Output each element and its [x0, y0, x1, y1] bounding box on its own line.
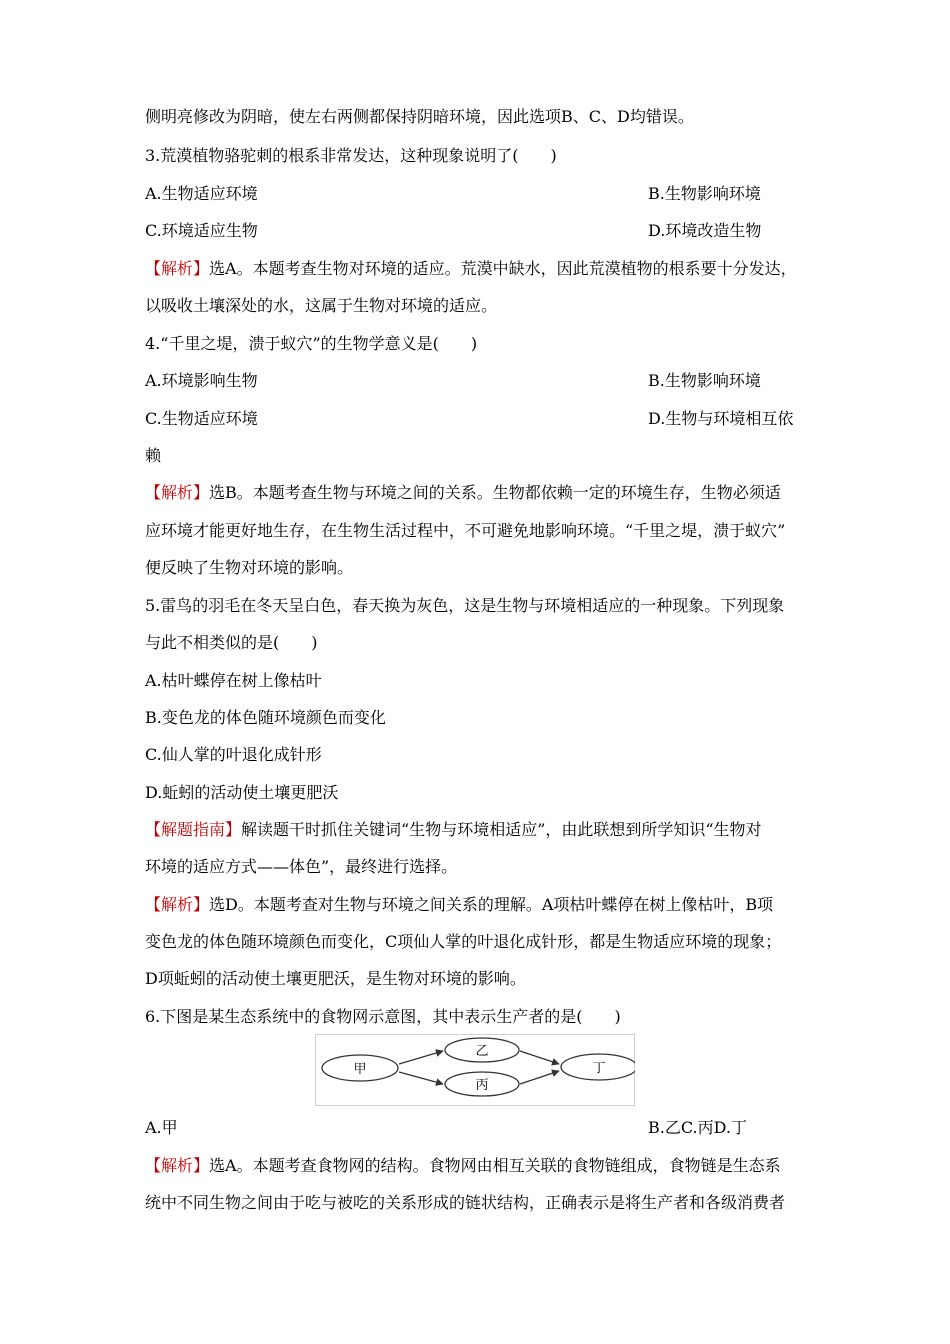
analysis-text: 选A。本题考查生物对环境的适应。荒漠中缺水，因此荒漠植物的根系要十分发达，	[209, 259, 797, 278]
question-5: 5.雷鸟的羽毛在冬天呈白色，春天换为灰色，这是生物与环境相适应的一种现象。下列现象	[145, 596, 785, 615]
q4-analysis-line: 便反映了生物对环境的影响。	[145, 558, 354, 577]
analysis-tag: 【解析】	[145, 483, 210, 502]
q5-guide-line: 环境的适应方式——体色”，最终进行选择。	[145, 857, 458, 876]
q3-option-b: B.生物影响环境	[648, 184, 761, 203]
node-jia-label: 甲	[353, 1062, 367, 1077]
q5-option-d: D.蚯蚓的活动使土壤更肥沃	[145, 783, 339, 802]
q4-option-a: A.环境影响生物	[145, 371, 258, 390]
q5-analysis-line	[145, 894, 773, 916]
analysis-text: 选A。本题考查食物网的结构。食物网由相互关联的食物链组成，食物链是生态系	[209, 1156, 781, 1175]
q4-option-b: B.生物影响环境	[648, 371, 761, 390]
q6-options-bcd: B.乙C.丙D.丁	[648, 1118, 747, 1137]
question-4: 4.“千里之堤，溃于蚁穴”的生物学意义是( )	[145, 334, 478, 353]
q3-option-d: D.环境改造生物	[648, 221, 762, 240]
q6-analysis-line: 统中不同生物之间由于吃与被吃的关系形成的链状结构，正确表示是将生产者和各级消费者	[145, 1193, 786, 1212]
text-line: 侧明亮修改为阴暗，使左右两侧都保持阴暗环境，因此选项B、C、D均错误。	[145, 107, 694, 126]
node-yi-label: 乙	[475, 1044, 489, 1059]
question-6: 6.下图是某生态系统中的食物网示意图，其中表示生产者的是( )	[145, 1007, 621, 1026]
food-web-diagram	[315, 1034, 635, 1106]
q4-option-d-cont: 赖	[145, 446, 162, 465]
q5-analysis-line: 变色龙的体色随环境颜色而变化，C项仙人掌的叶退化成针形，都是生物适应环境的现象；	[145, 932, 782, 951]
q5-analysis-line: D项蚯蚓的活动使土壤更肥沃，是生物对环境的影响。	[145, 969, 526, 988]
q3-option-c: C.环境适应生物	[145, 221, 258, 240]
node-ding-label: 丁	[592, 1061, 606, 1076]
q5-option-a: A.枯叶蝶停在树上像枯叶	[145, 671, 322, 690]
analysis-tag: 【解析】	[145, 895, 210, 914]
q4-analysis-line: 应环境才能更好地生存，在生物生活过程中，不可避免地影响环境。“千里之堤，溃于蚁穴”	[145, 521, 786, 540]
guide-text: 解读题干时抓住关键词“生物与环境相适应”，由此联想到所学知识“生物对	[241, 820, 762, 839]
q4-option-d: D.生物与环境相互依	[648, 409, 794, 428]
question-3: 3.荒漠植物骆驼刺的根系非常发达，这种现象说明了( )	[145, 146, 557, 165]
node-bing-label: 丙	[475, 1078, 489, 1093]
question-5-cont: 与此不相类似的是( )	[145, 633, 318, 652]
q3-analysis-line	[145, 258, 797, 280]
analysis-tag: 【解析】	[145, 1156, 210, 1175]
guide-tag: 【解题指南】	[145, 820, 242, 839]
analysis-text: 选B。本题考查生物与环境之间的关系。生物都依赖一定的环境生存，生物必须适	[209, 483, 781, 502]
q5-guide-line	[145, 819, 762, 841]
q6-analysis-line	[145, 1155, 781, 1177]
q5-option-c: C.仙人掌的叶退化成针形	[145, 745, 322, 764]
q4-option-c: C.生物适应环境	[145, 409, 258, 428]
q4-analysis-line	[145, 482, 781, 504]
q3-analysis-line: 以吸收土壤深处的水，这属于生物对环境的适应。	[145, 296, 498, 315]
q6-option-a: A.甲	[145, 1118, 178, 1137]
q5-option-b: B.变色龙的体色随环境颜色而变化	[145, 708, 386, 727]
analysis-text: 选D。本题考查对生物与环境之间关系的理解。A项枯叶蝶停在树上像枯叶，B项	[209, 895, 774, 914]
analysis-tag: 【解析】	[145, 259, 210, 278]
q3-option-a: A.生物适应环境	[145, 184, 258, 203]
